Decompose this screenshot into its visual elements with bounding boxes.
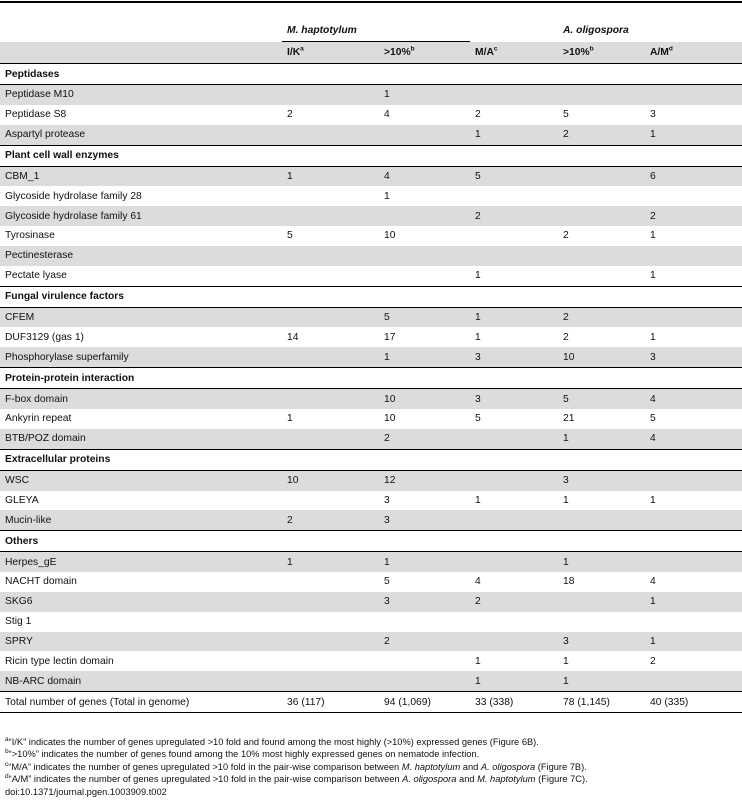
top-rule	[0, 1, 742, 3]
group-header-a-oligospora: A. oligospora	[563, 25, 629, 37]
cell-am	[645, 671, 742, 691]
table-row	[0, 166, 742, 186]
cell-top1: 4	[384, 109, 390, 121]
cell-ik: 5	[287, 230, 293, 242]
cell-top2: 18	[563, 576, 575, 588]
cell-ik	[282, 206, 379, 226]
cell-top1: 3	[384, 494, 390, 506]
cell-top1: 4	[379, 166, 470, 186]
table-row	[0, 510, 742, 530]
cell-top1: 10	[384, 413, 396, 425]
gene-table	[0, 20, 742, 713]
cell-ik: 1	[282, 552, 379, 572]
column-header-row	[0, 42, 742, 64]
cell-ik: 14	[287, 331, 299, 343]
cell-am	[645, 510, 742, 530]
cell-top1: 3	[379, 510, 470, 530]
cell-top2	[558, 85, 645, 105]
total-label: Total number of genes (Total in genome)	[0, 692, 282, 713]
header-ik: $I/K^a$	[282, 42, 379, 64]
cell-ik: 2	[282, 510, 379, 530]
table-row	[0, 409, 742, 429]
cell-top1	[379, 125, 470, 145]
cell-ik	[282, 347, 379, 367]
table-row	[0, 226, 742, 246]
group-header-row	[0, 20, 742, 42]
row-label: Mucin-like	[0, 510, 282, 530]
cell-top1	[379, 671, 470, 691]
cell-top2: 10	[558, 347, 645, 367]
table-row	[0, 206, 742, 226]
section-title: Fungal virulence factors	[0, 286, 742, 307]
section-header	[0, 145, 742, 166]
cell-ma: 1	[475, 494, 481, 506]
cell-ma: 1	[475, 331, 481, 343]
cell-top2: 21	[563, 413, 575, 425]
cell-top2	[558, 266, 645, 286]
cell-top1	[379, 246, 470, 266]
cell-ma: 3	[470, 347, 558, 367]
cell-ma: 1	[470, 307, 558, 327]
cell-am: 3	[645, 347, 742, 367]
table-row	[0, 186, 742, 206]
section-header	[0, 286, 742, 307]
cell-am	[645, 186, 742, 206]
cell-ik	[282, 266, 379, 286]
cell-am: 2	[650, 655, 656, 667]
table-row	[0, 572, 742, 592]
row-label: DUF3129 (gas 1)	[5, 331, 84, 343]
section-title: Protein-protein interaction	[0, 368, 742, 389]
table-row	[0, 246, 742, 266]
cell-top2: 1	[558, 671, 645, 691]
total-ma: 33 (338)	[470, 692, 558, 713]
cell-top2	[558, 510, 645, 530]
cell-top1: 17	[384, 331, 396, 343]
table-row	[0, 651, 742, 671]
row-label: NB-ARC domain	[0, 671, 282, 691]
total-top2: 78 (1,145)	[558, 692, 645, 713]
total-row	[0, 692, 742, 713]
cell-am: 1	[650, 230, 656, 242]
section-header	[0, 368, 742, 389]
section-title: Extracellular proteins	[0, 449, 742, 470]
cell-ik: 10	[282, 470, 379, 490]
row-label: Phosphorylase superfamily	[0, 347, 282, 367]
section-header	[0, 64, 742, 85]
cell-ma: 1	[470, 671, 558, 691]
row-label: WSC	[0, 470, 282, 490]
row-label: SPRY	[0, 632, 282, 652]
cell-am: 1	[650, 494, 656, 506]
table-body	[0, 64, 742, 713]
cell-am: 2	[645, 206, 742, 226]
cell-ma	[470, 510, 558, 530]
row-label: Stig 1	[5, 616, 32, 628]
cell-top1	[379, 651, 470, 671]
cell-top1	[379, 266, 470, 286]
cell-ma	[470, 552, 558, 572]
cell-ma: 5	[475, 413, 481, 425]
header-name-cell	[0, 42, 282, 64]
row-label: Pectate lyase	[5, 270, 67, 282]
cell-am: 1	[645, 632, 742, 652]
cell-ik	[282, 389, 379, 409]
cell-am: 1	[650, 270, 656, 282]
cell-ik	[282, 612, 379, 632]
row-label: Tyrosinase	[5, 230, 55, 242]
cell-ma	[470, 186, 558, 206]
cell-top1	[379, 206, 470, 226]
cell-top2	[558, 206, 645, 226]
total-am: 40 (335)	[645, 692, 742, 713]
row-label: CFEM	[0, 307, 282, 327]
cell-ma	[470, 226, 558, 246]
cell-top2: 2	[558, 125, 645, 145]
header-top10-a: >10%$^b$	[558, 42, 645, 64]
section-header	[0, 531, 742, 552]
cell-ik: 1	[287, 413, 293, 425]
table-row	[0, 491, 742, 511]
cell-am: 4	[645, 389, 742, 409]
cell-am: 6	[645, 166, 742, 186]
row-label: Ankyrin repeat	[5, 413, 72, 425]
cell-top2: 1	[563, 655, 569, 667]
cell-top1	[379, 612, 470, 632]
empty-header-cell	[470, 20, 558, 42]
footnotes	[5, 736, 588, 798]
cell-ma	[470, 85, 558, 105]
cell-top2	[558, 612, 645, 632]
row-label: Herpes_gE	[0, 552, 282, 572]
cell-top1: 1	[384, 190, 390, 202]
table-row	[0, 85, 742, 105]
table-row	[0, 671, 742, 691]
cell-ik	[282, 572, 379, 592]
cell-top2: 2	[563, 331, 569, 343]
row-label: Ricin type lectin domain	[5, 655, 114, 667]
cell-am: 4	[645, 429, 742, 449]
total-top1: 94 (1,069)	[379, 692, 470, 713]
table-row	[0, 125, 742, 145]
cell-top2: 3	[558, 470, 645, 490]
section-header	[0, 449, 742, 470]
cell-ma: 2	[470, 592, 558, 612]
cell-am	[645, 552, 742, 572]
cell-top2: 2	[563, 230, 569, 242]
cell-ik	[282, 246, 379, 266]
cell-ik	[282, 632, 379, 652]
cell-top2: 1	[558, 552, 645, 572]
row-label: Peptidase M10	[0, 85, 282, 105]
group-header-m-haptotylum: M. haptotylum	[282, 20, 470, 42]
cell-top1: 5	[384, 576, 390, 588]
cell-top1: 2	[379, 632, 470, 652]
cell-top2: 1	[558, 429, 645, 449]
cell-top2	[558, 166, 645, 186]
cell-top1: 2	[379, 429, 470, 449]
row-label: GLEYA	[5, 494, 39, 506]
cell-ma: 1	[475, 270, 481, 282]
cell-top2	[558, 246, 645, 266]
cell-top1: 1	[379, 85, 470, 105]
cell-ik	[282, 592, 379, 612]
cell-am: 4	[650, 576, 656, 588]
cell-ik	[282, 651, 379, 671]
cell-ma	[470, 246, 558, 266]
section-title: Plant cell wall enzymes	[0, 145, 742, 166]
cell-ik: 2	[287, 109, 293, 121]
header-ma: $M/A^c$	[470, 42, 558, 64]
table-row	[0, 632, 742, 652]
cell-ma: 3	[470, 389, 558, 409]
header-am: $A/M^d$	[645, 42, 742, 64]
cell-top2: 5	[558, 389, 645, 409]
table-row	[0, 389, 742, 409]
row-label: Pectinesterase	[0, 246, 282, 266]
cell-ma: 2	[470, 206, 558, 226]
cell-top2	[558, 592, 645, 612]
table-row	[0, 552, 742, 572]
footnote-d: $^d$“A/M” indicates the number of genes upregulated >10 fold in the pair-wise comparison between A. oligospora and M. haptotylum (Figure 7C).	[5, 773, 588, 785]
doi: doi:10.1371/journal.pgen.1003909.t002	[5, 786, 167, 797]
cell-top1: 10	[384, 230, 396, 242]
cell-am	[645, 246, 742, 266]
footnote-b: $^b$“>10%” indicates the number of genes found among the 10% most highly expressed genes on nematode infection.	[5, 748, 480, 760]
cell-am: 1	[645, 592, 742, 612]
cell-top1: 10	[379, 389, 470, 409]
section-title: Others	[0, 531, 742, 552]
row-label: BTB/POZ domain	[0, 429, 282, 449]
cell-top1: 1	[379, 347, 470, 367]
cell-top2: 1	[563, 494, 569, 506]
row-label: CBM_1	[0, 166, 282, 186]
table-row	[0, 266, 742, 286]
table-row	[0, 307, 742, 327]
cell-am	[645, 85, 742, 105]
row-label: Glycoside hydrolase family 28	[5, 190, 142, 202]
cell-top2	[558, 186, 645, 206]
cell-ik	[282, 186, 379, 206]
cell-ik	[282, 307, 379, 327]
row-label: Peptidase S8	[5, 109, 67, 121]
table-row	[0, 470, 742, 490]
cell-ik	[282, 491, 379, 511]
cell-am: 1	[650, 331, 656, 343]
row-label: SKG6	[0, 592, 282, 612]
cell-ik	[282, 125, 379, 145]
table-row	[0, 327, 742, 347]
row-label: NACHT domain	[5, 576, 77, 588]
cell-top1: 12	[379, 470, 470, 490]
cell-top2: 2	[558, 307, 645, 327]
cell-ma: 1	[470, 125, 558, 145]
cell-top1: 1	[379, 552, 470, 572]
cell-ma	[470, 429, 558, 449]
cell-am: 3	[650, 109, 656, 121]
cell-top1: 3	[379, 592, 470, 612]
cell-ma: 4	[475, 576, 481, 588]
cell-top2: 3	[558, 632, 645, 652]
table-row	[0, 592, 742, 612]
cell-ik	[282, 671, 379, 691]
section-title: Peptidases	[0, 64, 742, 85]
cell-top2: 5	[563, 109, 569, 121]
table-row	[0, 612, 742, 632]
cell-am: 1	[645, 125, 742, 145]
row-label: Aspartyl protease	[0, 125, 282, 145]
footnote-a: $^a$“I/K” indicates the number of genes upregulated >10 fold and found among the most highly (>10%) expressed genes (Figure 6B).	[5, 735, 539, 747]
total-ik: 36 (117)	[282, 692, 379, 713]
cell-ma	[470, 632, 558, 652]
cell-ma: 1	[475, 655, 481, 667]
cell-ik	[282, 429, 379, 449]
table-row	[0, 105, 742, 125]
cell-am: 5	[650, 413, 656, 425]
cell-ik: 1	[282, 166, 379, 186]
cell-ma	[470, 612, 558, 632]
empty-header-cell	[0, 20, 282, 42]
cell-am	[645, 612, 742, 632]
cell-top1: 5	[379, 307, 470, 327]
header-top10-m: >10%$^b$	[379, 42, 470, 64]
table-row	[0, 429, 742, 449]
footnote-c: $^c$“M/A” indicates the number of genes upregulated >10 fold in the pair-wise comparison between M. haptotylum and A. oligospora (Figure 7B).	[5, 760, 587, 772]
row-label: F-box domain	[0, 389, 282, 409]
cell-am	[645, 307, 742, 327]
cell-ma: 2	[475, 109, 481, 121]
cell-ma	[470, 470, 558, 490]
cell-ma: 5	[470, 166, 558, 186]
cell-am	[645, 470, 742, 490]
table-row	[0, 347, 742, 367]
row-label: Glycoside hydrolase family 61	[0, 206, 282, 226]
cell-ik	[282, 85, 379, 105]
